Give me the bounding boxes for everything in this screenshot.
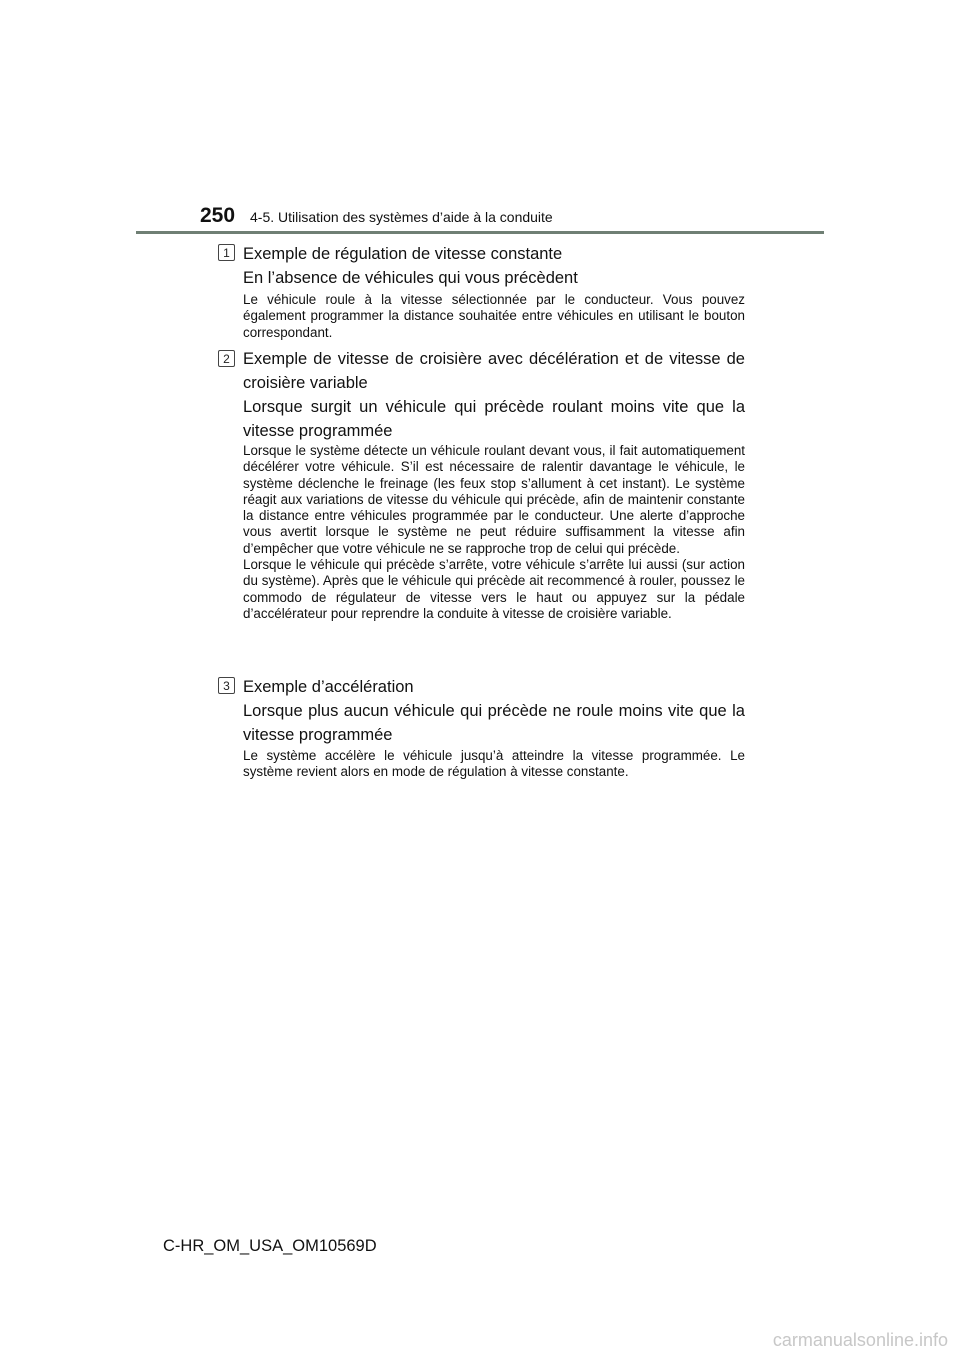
section-title: 4-5. Utilisation des systèmes d’aide à la conduite xyxy=(250,209,553,225)
body-paragraph: Le véhicule roule à la vitesse sélectionnée par le conducteur. Vous pouvez également programmer la distance souhaitée entre véhicules en utilisant le bouton correspondant. xyxy=(243,292,745,340)
heading-line: Lorsque plus aucun véhicule qui précède ne roule moins vite que la vitesse programmée xyxy=(243,702,745,744)
item-body xyxy=(243,292,745,341)
item-number-badge: 2 xyxy=(218,350,235,367)
footer-doc-code: C-HR_OM_USA_OM10569D xyxy=(163,1237,377,1255)
item-heading xyxy=(243,675,745,747)
watermark: carmanualsonline.info xyxy=(772,1330,948,1350)
item-body xyxy=(243,443,745,622)
header-divider xyxy=(136,231,824,234)
heading-line: Lorsque surgit un véhicule qui précède roulant moins vite que la vitesse programmée xyxy=(243,398,745,440)
body-paragraph: Lorsque le véhicule qui précède s’arrête, votre véhicule s’arrête lui aussi (sur action du système). Après que le véhicule qui précède ait recommencé à rouler, poussez le commodo de régulateur de vitesse vers le haut ou appuyez sur la pédale d’accélérateur pour reprendre la conduite à vitesse de croisière variable. xyxy=(243,557,745,621)
heading-line: Exemple d’accélération xyxy=(243,678,414,696)
heading-line: En l’absence de véhicules qui vous précèdent xyxy=(243,269,578,287)
page-number: 250 xyxy=(200,204,236,227)
page-header xyxy=(200,204,824,234)
item-number-badge: 3 xyxy=(218,677,235,694)
item-number-badge: 1 xyxy=(218,244,235,261)
heading-line: Exemple de vitesse de croisière avec décélération et de vitesse de croisière variable xyxy=(243,350,745,392)
item-heading xyxy=(243,242,745,290)
item-body xyxy=(243,748,745,781)
body-paragraph: Le système accélère le véhicule jusqu’à atteindre la vitesse programmée. Le système revient alors en mode de régulation à vitesse constante. xyxy=(243,748,745,780)
heading-line: Exemple de régulation de vitesse constante xyxy=(243,245,563,263)
body-paragraph: Lorsque le système détecte un véhicule roulant devant vous, il fait automatiquement décélérer votre véhicule. S’il est nécessaire de ralentir davantage le véhicule, le système déclenche le freinage (les feux stop s’allument à cet instant). Le système réagit aux variations de vitesse du véhicule qui précède, afin de maintenir constante la distance entre véhicules programmée par le conducteur. Une alerte d’approche vous avertit lorsque le système ne peut réduire suffisamment la vitesse afin d’empêcher que votre véhicule ne se rapproche trop de celui qui précède. xyxy=(243,443,745,556)
item-heading xyxy=(243,347,745,443)
